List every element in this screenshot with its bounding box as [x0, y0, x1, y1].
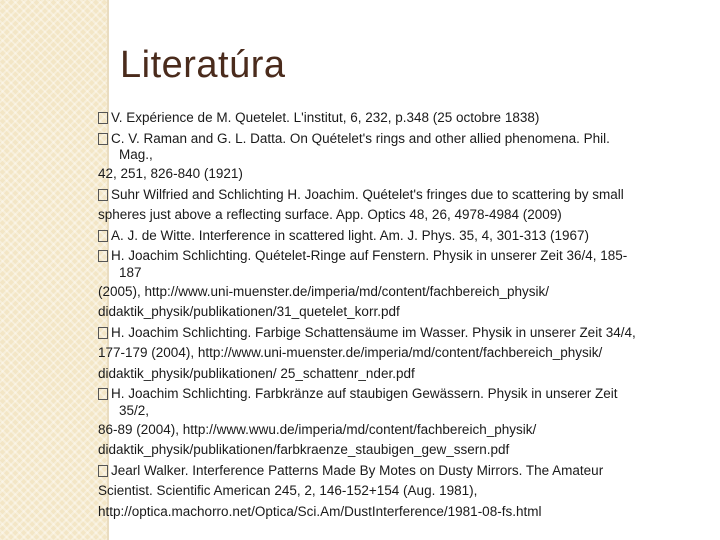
- bullet-icon: [98, 465, 108, 477]
- bullet-icon: [98, 230, 108, 242]
- reference-item: [98, 129, 698, 185]
- bullet-icon: [98, 388, 108, 400]
- reference-item: [98, 108, 698, 129]
- slide-title: Literatúra: [120, 44, 286, 86]
- reference-line: H. Joachim Schlichting. Farbige Schattensäume im Wasser. Physik in unserer Zeit 34/4,: [98, 323, 698, 344]
- reference-line: H. Joachim Schlichting. Farbkränze auf staubigen Gewässern. Physik in unserer Zeit: [98, 384, 698, 405]
- reference-line: C. V. Raman and G. L. Datta. On Quételet's rings and other allied phenomena. Phil.: [98, 129, 698, 150]
- reference-line: Suhr Wilfried and Schlichting H. Joachim. Quételet's fringes due to scattering by small: [98, 185, 698, 206]
- reference-line: didaktik_physik/publikationen/31_quetelet_korr.pdf: [98, 304, 400, 319]
- reference-line: V. Expérience de M. Quetelet. L'institut, 6, 232, p.348 (25 octobre 1838): [98, 108, 698, 129]
- reference-line: 86-89 (2004), http://www.wwu.de/imperia/md/content/fachbereich_physik/: [98, 421, 537, 437]
- reference-line: 42, 251, 826-840 (1921): [98, 166, 243, 181]
- reference-line: 177-179 (2004), http://www.uni-muenster.de/imperia/md/content/fachbereich_physik/: [98, 345, 603, 360]
- reference-line: didaktik_physik/publikationen/farbkraenze_staubigen_gew_ssern.pdf: [98, 442, 510, 457]
- reference-line: spheres just above a reflecting surface. App. Optics 48, 26, 4978-4984 (2009): [98, 207, 562, 222]
- reference-item: [98, 226, 698, 247]
- reference-line: Jearl Walker. Interference Patterns Made By Motes on Dusty Mirrors. The Amateur: [98, 461, 698, 482]
- bullet-icon: [98, 189, 108, 201]
- reference-line: A. J. de Witte. Interference in scattered light. Am. J. Phys. 35, 4, 301-313 (1967): [98, 226, 698, 247]
- reference-line: Scientist. Scientific American 245, 2, 146-152+154 (Aug. 1981),: [98, 483, 478, 498]
- reference-line: H. Joachim Schlichting. Quételet-Ringe auf Fenstern. Physik in unserer Zeit 36/4, 185-: [98, 246, 698, 267]
- reference-list: [98, 108, 698, 522]
- reference-item: [98, 246, 698, 323]
- reference-item: [98, 461, 698, 523]
- reference-line: 35/2,: [119, 402, 150, 418]
- reference-line: didaktik_physik/publikationen/ 25_schattenr_nder.pdf: [98, 365, 415, 381]
- reference-line: http://optica.machorro.net/Optica/Sci.Am/DustInterference/1981-08-fs.html: [98, 503, 542, 519]
- reference-line: (2005), http://www.uni-muenster.de/imperia/md/content/fachbereich_physik/: [98, 283, 549, 299]
- reference-item: [98, 185, 698, 226]
- reference-line: 187: [119, 264, 142, 280]
- reference-item: [98, 384, 698, 461]
- reference-item: [98, 323, 698, 385]
- reference-line: Mag.,: [119, 147, 153, 162]
- bullet-icon: [98, 327, 108, 339]
- decorative-side-strip: [0, 0, 107, 540]
- bullet-icon: [98, 112, 108, 124]
- bullet-icon: [98, 133, 108, 145]
- bullet-icon: [98, 250, 108, 262]
